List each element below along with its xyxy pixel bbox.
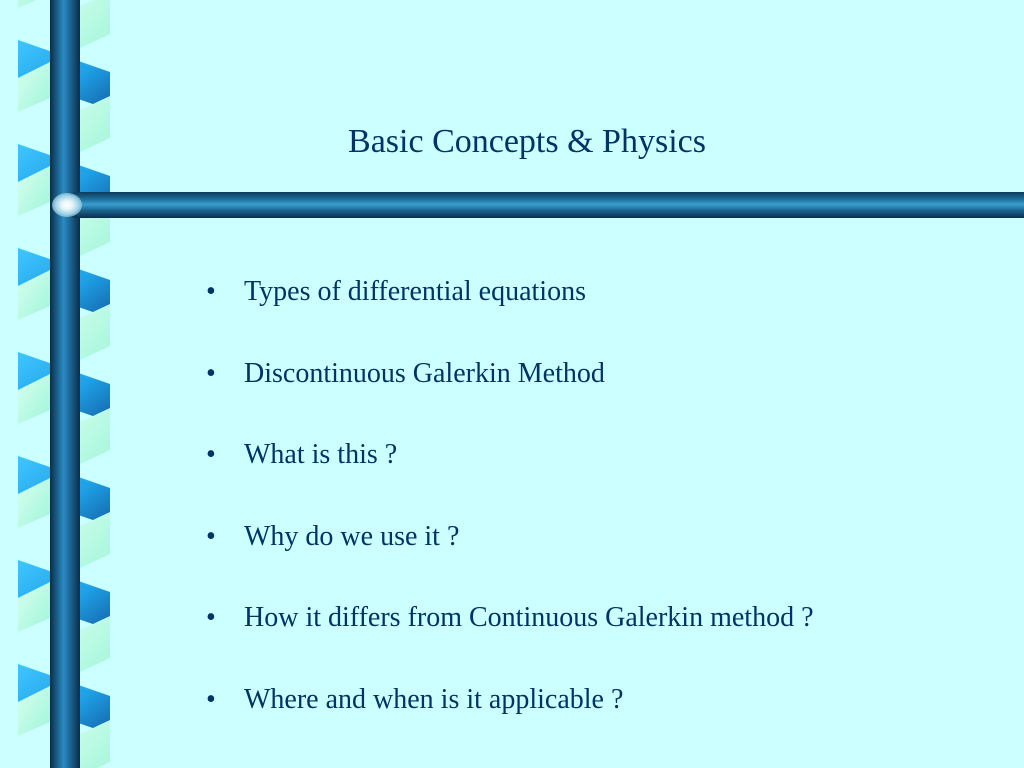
bullet-text: Discontinuous Galerkin Method [244,357,605,389]
slide-title: Basic Concepts & Physics [348,123,706,160]
bullet-text: How it differs from Continuous Galerkin method ? [244,602,814,633]
ribbon-edge-segment [18,0,50,8]
bullet-item [206,517,814,599]
bullet-dot: • [206,357,216,389]
vertical-pole [50,0,80,768]
title-divider-bar [64,192,1024,218]
bullet-dot: • [206,439,216,470]
twisted-ribbon-decoration [0,0,120,768]
bullet-item [206,272,814,354]
bullet-item [206,435,814,517]
bullet-dot: • [206,276,216,307]
bullet-text: Types of differential equations [244,276,586,307]
bullet-text: Why do we use it ? [244,520,460,552]
bullet-text: Where and when is it applicable ? [244,683,624,715]
bullet-item [206,598,814,680]
bullet-list [206,272,814,761]
bullet-dot: • [206,602,216,633]
bullet-item [206,354,814,436]
bullet-text: What is this ? [244,439,398,470]
bullet-item [206,680,814,762]
divider-highlight-knob [52,193,82,217]
bullet-dot: • [206,520,216,552]
bullet-dot: • [206,683,216,715]
